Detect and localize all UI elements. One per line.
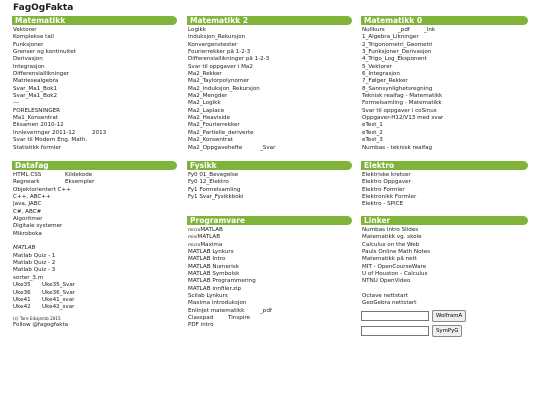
list-item — [188, 93, 352, 100]
list-item — [13, 209, 177, 216]
list-item — [13, 223, 177, 230]
link-c-abc[interactable]: C++, ABC++ — [13, 194, 51, 201]
link-ma2-fourierrekker[interactable]: Ma2_Fourierrekker — [188, 122, 240, 129]
link-oppgavehefte-svar[interactable]: _Svar — [260, 144, 276, 151]
list-programvare — [187, 227, 352, 330]
link-digitale-systemer[interactable]: Digitale systemer — [13, 223, 63, 230]
list-item — [13, 315, 177, 322]
link-2-trigonometri-geometri[interactable]: 2_Trigonometri_Geometri — [362, 41, 433, 48]
link-uke41[interactable]: Uke41 — [13, 296, 31, 303]
list-item — [188, 234, 352, 241]
panel-fysikk — [187, 161, 352, 201]
list-item — [362, 93, 528, 100]
list-item — [362, 115, 528, 122]
panel-matematikk0 — [361, 16, 528, 152]
link-pdf-intro[interactable]: PDF intro — [188, 322, 214, 329]
link-ma2-mengder[interactable]: Ma2_Mengder — [188, 93, 228, 100]
list-item — [362, 179, 528, 186]
list-matematikk — [12, 27, 177, 152]
list-item — [13, 260, 177, 267]
list-item — [188, 86, 352, 93]
matlab-heading: MATLAB — [13, 245, 36, 252]
link-svar-til-oppgaver-i-ma2[interactable]: Svar til oppgaver i Ma2 — [188, 63, 253, 70]
list-item — [13, 42, 177, 49]
link-elektro-oppgaver[interactable]: Elektro Oppgaver — [362, 179, 411, 186]
list-item — [13, 297, 177, 304]
link-fy1-svar-fysikkboki[interactable]: Fy1 Svar_Fysikkboki — [188, 194, 244, 201]
list-item — [362, 256, 528, 263]
list-item — [362, 78, 528, 85]
list-item — [362, 100, 528, 107]
link-eksamen-2010-12[interactable]: Eksamen 2010-12 — [13, 122, 64, 129]
link-svar-til-modern-eng-math[interactable]: Svar til Modern Eng. Math. — [13, 137, 88, 144]
list-item — [188, 194, 352, 201]
list-item — [362, 227, 528, 234]
link-matlab-lynkurs[interactable]: MATLAB Lynkurs — [188, 249, 234, 256]
list-item — [188, 264, 352, 271]
link-html-css[interactable]: HTML CSS — [13, 172, 42, 178]
link-enlinjet-pdf[interactable]: _pdf — [260, 307, 272, 314]
list-item — [13, 27, 177, 34]
sympy-button[interactable]: SymPyG — [432, 325, 462, 337]
link-induksjon-rekursjon[interactable]: Induksjon_Rekursjon — [188, 34, 246, 41]
list-matematikk0 — [361, 27, 528, 152]
nullkurs-label: Nullkurs — [362, 27, 385, 33]
link-algoritmer[interactable]: Algoritmer — [13, 216, 43, 223]
link-logikk[interactable]: Logikk — [188, 27, 207, 33]
link-6-integrasjon[interactable]: 6_Integrasjon — [362, 71, 400, 78]
link-fourierrekker-p-1-2-3[interactable]: Fourierrekker på 1-2-3 — [188, 49, 251, 56]
link-1-algebra-likninger[interactable]: 1_Algebra_Likninger — [362, 34, 419, 41]
link-elektro-formler[interactable]: Elektro Formler — [362, 186, 405, 193]
prefix-micro: micro — [188, 228, 201, 233]
list-item — [13, 322, 177, 329]
link-ma2-partielle-deriverte[interactable]: Ma2_Partielle_deriverte — [188, 129, 254, 136]
link-ma2-taylorpolynomer[interactable]: Ma2_Taylorpolynomer — [188, 78, 250, 85]
panel-header-matematikk0: Matematikk 0 — [361, 16, 528, 25]
list-item — [188, 42, 352, 49]
link-derivasjon[interactable]: Derivasjon — [13, 56, 43, 63]
panel-header-fysikk: Fysikk — [187, 161, 352, 170]
list-item — [188, 308, 352, 315]
list-item — [188, 286, 352, 293]
panel-matematikk2 — [187, 16, 352, 152]
link-fy1-formelsamling[interactable]: Fy1 Formelsamling — [188, 186, 241, 193]
link-octave-nettstart[interactable]: Octave nettstart — [362, 293, 409, 300]
list-item — [13, 100, 177, 107]
link-matlab-symbolsk[interactable]: MATLAB Symbolsk — [188, 271, 240, 278]
link-item[interactable]: --- — [13, 100, 20, 107]
panel-header-datafag: Datafag — [12, 161, 177, 170]
list-item — [13, 216, 177, 223]
link-vektorer[interactable]: Vektorer — [13, 27, 37, 33]
site-title[interactable]: FagOgFakta — [13, 3, 74, 13]
list-item — [13, 245, 177, 252]
list-item — [362, 56, 528, 63]
link-7-f-lger-rekker[interactable]: 7_Følger_Rekker — [362, 78, 408, 85]
list-item — [13, 290, 177, 297]
spacer — [13, 238, 177, 245]
link-svar-ma1-bok2[interactable]: Svar_Ma1_Bok2 — [13, 93, 58, 100]
link-grenser-og-kontinuitet[interactable]: Grenser og kontinuitet — [13, 49, 76, 56]
sympy-form — [361, 325, 528, 338]
list-item — [13, 194, 177, 201]
link-ma2-heaviside[interactable]: Ma2_Heaviside — [188, 115, 231, 122]
link-uke42[interactable]: Uke42 — [13, 304, 31, 311]
link-classpad[interactable]: Classpad — [188, 315, 214, 322]
link-geogebra-nettstart[interactable]: GeoGebra nettstart — [362, 300, 417, 307]
list-item — [13, 172, 177, 179]
list-item — [362, 108, 528, 115]
list-datafag — [12, 172, 177, 329]
link-fy0-01-bevegelse[interactable]: Fy0 01_Bevegelse — [188, 172, 239, 178]
link-java-jabc[interactable]: Java, JABC — [13, 201, 42, 208]
list-item — [13, 130, 177, 137]
link-komplekse-tall[interactable]: Komplekse tall — [13, 34, 54, 41]
link-matlab-numerisk[interactable]: MATLAB Numerisk — [188, 263, 239, 270]
link-nullkurs-lnk[interactable]: _lnk — [424, 27, 436, 33]
link-matriesealgebra[interactable]: Matriesealgebra — [13, 78, 59, 85]
link-uke42-svar[interactable]: Uke42_svar — [42, 304, 75, 311]
list-item — [188, 179, 352, 186]
list-item — [188, 145, 352, 152]
link-differensiallikninger[interactable]: Differensiallikninger — [13, 71, 70, 78]
link-etest-2[interactable]: eTest_2 — [362, 129, 383, 136]
panel-datafag — [12, 161, 177, 329]
list-item — [13, 137, 177, 144]
list-item — [13, 187, 177, 194]
link-ma2-laplace[interactable]: Ma2_Laplace — [188, 107, 225, 114]
panel-header-programvare: Programvare — [187, 216, 352, 225]
list-item — [362, 42, 528, 49]
wolfram-button[interactable]: WolframA — [432, 310, 466, 322]
link-teknisk-realfag-matematikk[interactable]: Teknisk realfag - Matematikk — [362, 93, 443, 100]
link-innleveringer-2011-12[interactable]: Innleveringer 2011-12 — [13, 129, 76, 136]
link-matlab-quiz-2[interactable]: Matlab Quiz - 2 — [13, 260, 56, 267]
list-item — [188, 27, 352, 34]
panel-header-elektro: Elektro — [361, 161, 528, 170]
list-item — [13, 64, 177, 71]
list-item — [13, 56, 177, 63]
list-item — [188, 172, 352, 179]
link-integrasjon[interactable]: Integrasjon — [13, 63, 45, 70]
list-item — [13, 122, 177, 129]
list-item — [13, 267, 177, 274]
link-forelesninger[interactable]: FORELESNINGER — [13, 107, 61, 114]
list-item — [13, 93, 177, 100]
list-item — [13, 34, 177, 41]
list-item — [188, 187, 352, 194]
list-item — [13, 275, 177, 282]
list-item — [188, 137, 352, 144]
list-item — [13, 304, 177, 311]
link-konvergenstester[interactable]: Konvergenstester — [188, 41, 238, 48]
list-item — [13, 179, 177, 186]
list-item — [13, 201, 177, 208]
list-item — [188, 122, 352, 129]
link-calculus-on-the-web[interactable]: Calculus on the Web — [362, 241, 420, 248]
link-ma1-konsentrat[interactable]: Ma1_Konsentrat — [13, 115, 58, 122]
link-numbas-teknisk-realfag[interactable]: Numbas - teknisk realfag — [362, 144, 433, 151]
link-enlinjet-matematikk[interactable]: Enlinjet matematikk — [188, 307, 245, 314]
list-item — [13, 108, 177, 115]
list-item — [188, 271, 352, 278]
list-item — [362, 86, 528, 93]
list-item — [188, 64, 352, 71]
list-item — [362, 187, 528, 194]
list-item — [188, 130, 352, 137]
list-item — [188, 249, 352, 256]
link-fy0-12-elektro[interactable]: Fy0 12_Elektro — [188, 179, 229, 186]
list-item — [13, 49, 177, 56]
list-item — [362, 278, 528, 285]
link-8-sannsynlighetsregning[interactable]: 8_Sannsynlighetsregning — [362, 85, 433, 92]
link-matlab-programmering[interactable]: MATLAB Programmering — [188, 278, 256, 285]
link-c-abc[interactable]: C#, ABC# — [13, 208, 42, 215]
list-item — [188, 315, 352, 322]
link-3-funksjoner-derivasjon[interactable]: 3_Funksjoner_Derivasjon — [362, 49, 432, 56]
link-innleveringer-2013[interactable]: 2013 — [92, 129, 107, 136]
link-scilab-lynkurs[interactable]: Scilab Lynkurs — [188, 293, 228, 300]
list-item — [13, 78, 177, 85]
panel-linker — [361, 216, 528, 338]
link-etest-1[interactable]: eTest_1 — [362, 122, 383, 129]
list-item — [188, 34, 352, 41]
link-minimatlab[interactable]: MATLAB — [197, 234, 221, 241]
link-svar-til-oppgaver-i-cosinus[interactable]: Svar til oppgaver i coSinus — [362, 107, 437, 114]
link-ma2-logikk[interactable]: Ma2_Logikk — [188, 100, 221, 107]
copyright-text: (c) Tore Eiksjemb 2015 — [13, 315, 61, 321]
list-item — [13, 231, 177, 238]
link-micromaxima[interactable]: Maxima — [200, 241, 223, 248]
link-formelsamling-matematikk[interactable]: Formelsamling - Matematikk — [362, 100, 442, 107]
link-objektorientert-c[interactable]: Objektorientert C++ — [13, 186, 71, 193]
list-item — [13, 253, 177, 260]
list-item — [362, 201, 528, 208]
list-elektro — [361, 172, 528, 209]
panel-programvare — [187, 216, 352, 330]
wolfram-form — [361, 310, 528, 323]
link-elektro-spice[interactable]: Elektro - SPICE — [362, 201, 404, 208]
list-item — [362, 64, 528, 71]
link-ntnu-openvideo[interactable]: NTNU OpenVideo — [362, 278, 411, 285]
list-item — [188, 322, 352, 329]
link-numbas-intro-slides[interactable]: Numbas Intro Slides — [362, 227, 419, 233]
list-item — [188, 71, 352, 78]
list-item — [362, 242, 528, 249]
list-item — [362, 49, 528, 56]
list-item — [188, 256, 352, 263]
list-item — [362, 271, 528, 278]
link-statistikk-formler[interactable]: Statistikk formler — [13, 144, 62, 151]
link-differensiallikninger-p-1-2-3[interactable]: Differensiallikninger på 1-2-3 — [188, 56, 270, 63]
link-svar-ma1-bok1[interactable]: Svar_Ma1_Bok1 — [13, 85, 58, 92]
link-pauls-online-math-notes[interactable]: Pauls Online Math Notes — [362, 249, 431, 256]
list-item — [188, 49, 352, 56]
link-uke35[interactable]: Uke35 — [13, 282, 31, 289]
list-matematikk2 — [187, 27, 352, 152]
list-item — [188, 300, 352, 307]
link-ma2-induksjon-rekursjon[interactable]: Ma2_Induksjon_Rekursjon — [188, 85, 260, 92]
link-matlab-intro[interactable]: MATLAB Intro — [188, 256, 226, 263]
list-item — [362, 137, 528, 144]
sympy-input[interactable] — [361, 326, 429, 336]
list-item — [13, 282, 177, 289]
list-item — [362, 122, 528, 129]
link-sorter-3-m[interactable]: sorter_3.m — [13, 274, 44, 281]
prefix-mini: mini — [188, 235, 198, 241]
list-item — [362, 34, 528, 41]
list-item — [362, 130, 528, 137]
list-item — [362, 71, 528, 78]
follow-link[interactable]: Follow @fagogfakta — [13, 321, 69, 328]
list-item — [188, 293, 352, 300]
link-matematikk-p-nett[interactable]: Matematikk på nett — [362, 256, 417, 263]
link-ma2-rekker[interactable]: Ma2_Rekker — [188, 71, 222, 78]
link-regneark[interactable]: Regneark — [13, 179, 40, 186]
panel-header-matematikk: Matematikk — [12, 16, 177, 25]
link-ma2-oppgavehefte[interactable]: Ma2_Oppgavehefte — [188, 144, 243, 151]
spacer — [362, 286, 528, 293]
link-mit-opencourseware[interactable]: MIT - OpenCourseWare — [362, 263, 427, 270]
link-mikroboka[interactable]: Mikroboka — [13, 230, 42, 237]
link-u-of-houston-calculus[interactable]: U of Houston - Calculus — [362, 271, 428, 278]
link-elektriske-kretser[interactable]: Elektriske kretser — [362, 172, 411, 178]
link-oppgaver-h12-v13-med-svar[interactable]: Oppgaver-H12/V13 med svar — [362, 115, 444, 122]
link-micromatlab[interactable]: MATLAB — [200, 227, 223, 233]
link-matematikk-vg-skole[interactable]: Matematikk vg. skole — [362, 234, 422, 241]
list-item — [188, 115, 352, 122]
list-linker — [361, 227, 528, 308]
link-5-vektorer[interactable]: 5_Vektorer — [362, 63, 392, 70]
link-tinspire[interactable]: Tinspire — [228, 315, 250, 322]
list-fysikk — [187, 172, 352, 201]
panel-header-matematikk2: Matematikk 2 — [187, 16, 352, 25]
link-ma2-konsentrat[interactable]: Ma2_Konsentrat — [188, 137, 233, 144]
list-item — [362, 249, 528, 256]
list-item — [362, 145, 528, 152]
link-uke41-svar[interactable]: Uke41_svar — [42, 296, 75, 303]
link-etest-3[interactable]: eTest_3 — [362, 137, 383, 144]
list-item — [13, 145, 177, 152]
list-item — [13, 115, 177, 122]
link-eksempler[interactable]: Eksempler — [65, 179, 95, 186]
list-item — [13, 71, 177, 78]
list-item — [362, 264, 528, 271]
list-item — [362, 300, 528, 307]
link-matlab-quiz-3[interactable]: Matlab Quiz - 3 — [13, 267, 56, 274]
link-matlab-quiz-1[interactable]: Matlab Quiz - 1 — [13, 252, 56, 259]
list-item — [362, 194, 528, 201]
link-funksjoner[interactable]: Funksjoner — [13, 41, 44, 48]
panel-matematikk — [12, 16, 177, 152]
prefix-micro: micro — [188, 242, 201, 248]
list-item — [362, 234, 528, 241]
link-uke36[interactable]: Uke36 — [13, 289, 31, 296]
link-uke36-svar[interactable]: Uke36_Svar — [42, 289, 76, 296]
list-item — [13, 86, 177, 93]
list-item — [362, 293, 528, 300]
wolfram-input[interactable] — [361, 311, 429, 321]
list-item — [188, 108, 352, 115]
list-item — [188, 227, 352, 234]
link-maxima-introduksjon[interactable]: Maxima introduksjon — [188, 300, 247, 307]
list-item — [188, 278, 352, 285]
panel-header-linker: Linker — [361, 216, 528, 225]
list-item — [188, 242, 352, 249]
list-item — [188, 78, 352, 85]
list-item — [188, 100, 352, 107]
list-item — [362, 27, 528, 34]
link-nullkurs-pdf[interactable]: _pdf — [398, 27, 410, 33]
link-kildekode[interactable]: Kildekode — [65, 172, 93, 178]
list-item — [362, 172, 528, 179]
link-uke35-svar[interactable]: Uke35_Svar — [42, 282, 76, 289]
link-matlab-innfiler-zip[interactable]: MATLAB innfiler.zip — [188, 285, 242, 292]
link-elektronikk-formler[interactable]: Elektronikk Formler — [362, 194, 417, 201]
panel-elektro — [361, 161, 528, 209]
list-item — [188, 56, 352, 63]
link-4-trigo-log-eksponent[interactable]: 4_Trigo_Log_Eksponent — [362, 56, 427, 63]
